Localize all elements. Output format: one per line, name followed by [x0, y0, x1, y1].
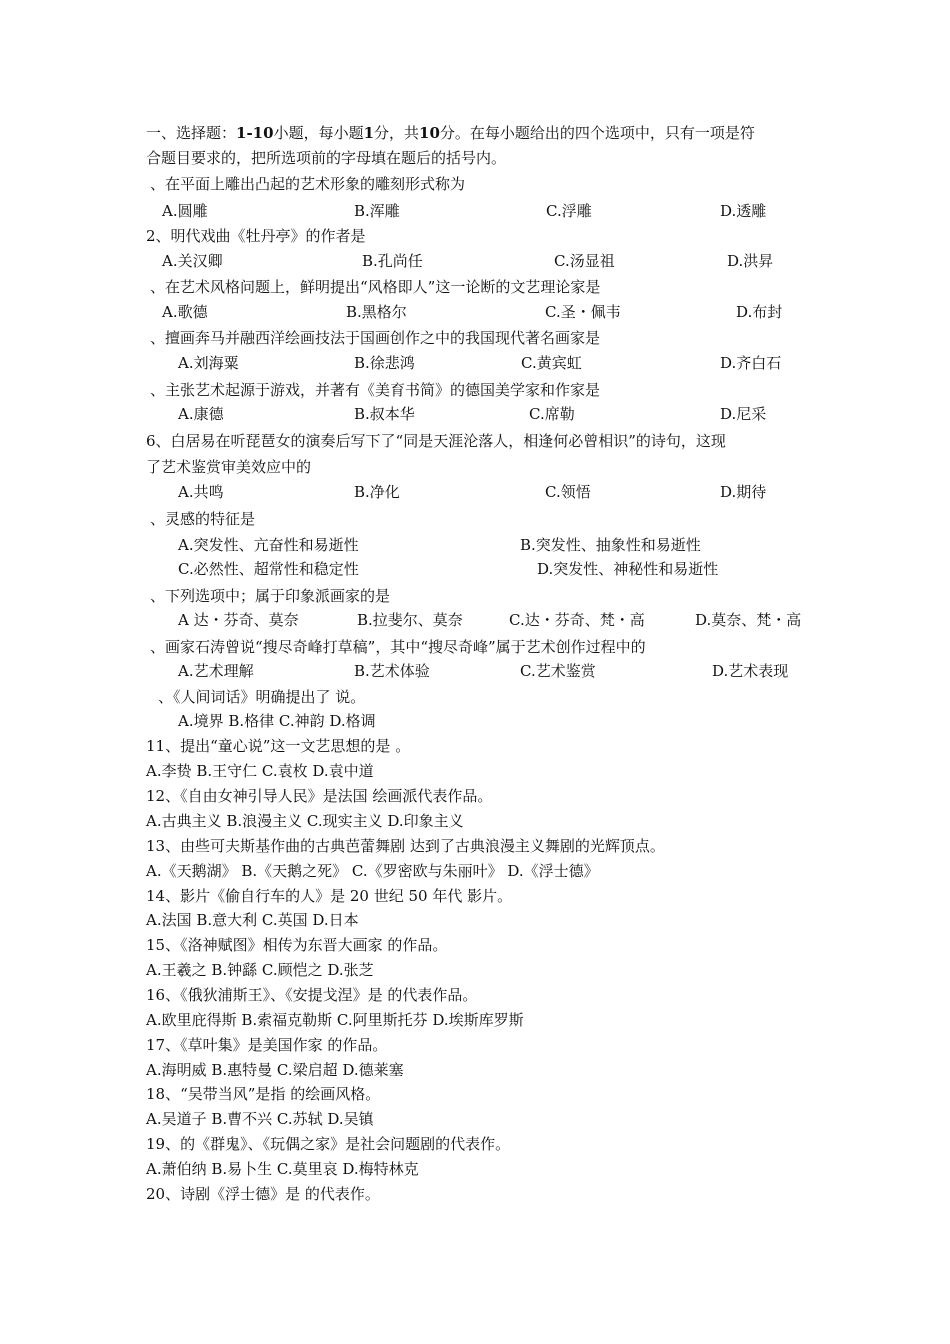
option-d: D.艺术表现 — [712, 662, 789, 680]
option-d: D.透雕 — [720, 202, 767, 220]
question-stem: 、灵感的特征是 — [150, 510, 256, 528]
option-d: D.齐白石 — [720, 354, 782, 372]
question-stem: 、画家石涛曾说“搜尽奇峰打草稿”，其中“搜尽奇峰”属于艺术创作过程中的 — [150, 638, 646, 656]
question-stem: 13、由些可夫斯基作曲的古典芭蕾舞剧 达到了古典浪漫主义舞剧的光辉顶点。 — [146, 837, 665, 855]
option-b: B.浑雕 — [354, 202, 400, 220]
question-stem: 、在艺术风格问题上，鲜明提出“风格即人”这一论断的文艺理论家是 — [150, 278, 601, 296]
question-stem: 17、《草叶集》是美国作家 的作品。 — [146, 1036, 388, 1054]
question-stem: 、《人间词话》明确提出了 说。 — [158, 688, 366, 706]
question-stem: 20、诗剧《浮士德》是 的代表作。 — [146, 1185, 380, 1203]
option-b: B.净化 — [354, 483, 400, 501]
options-line: A.古典主义 B.浪漫主义 C.现实主义 D.印象主义 — [146, 812, 464, 830]
intro-text: 分。在每小题给出的四个选项中，只有一项是符 — [439, 124, 755, 142]
question-stem-continued: 了艺术鉴赏审美效应中的 — [146, 458, 312, 476]
option-c: C.必然性、超常性和稳定性 — [178, 560, 359, 578]
option-b: B.叔本华 — [354, 405, 415, 423]
options-line: A.王羲之 B.钟繇 C.顾恺之 D.张芝 — [146, 961, 374, 979]
option-a: A.康德 — [178, 405, 224, 423]
options-line: A.李贽 B.王守仁 C.袁枚 D.袁中道 — [146, 762, 374, 780]
options-line: A.欧里庇得斯 B.索福克勒斯 C.阿里斯托芬 D.埃斯库罗斯 — [146, 1011, 524, 1029]
option-c: C.艺术鉴赏 — [520, 662, 596, 680]
section-intro-line-1 — [146, 123, 755, 143]
option-a: A.刘海粟 — [178, 354, 239, 372]
option-c: C.黄宾虹 — [521, 354, 582, 372]
option-b: B.孔尚任 — [362, 252, 423, 270]
intro-text: 分，共 — [374, 124, 420, 142]
question-stem: 18、“吴带当风”是指 的绘画风格。 — [146, 1085, 381, 1103]
intro-text: 一、选择题： — [146, 124, 237, 142]
option-b: B.艺术体验 — [354, 662, 430, 680]
intro-bold: 10 — [419, 124, 440, 142]
intro-bold: 1 — [363, 124, 375, 142]
option-a: A.关汉卿 — [162, 252, 223, 270]
option-d: D.莫奈、梵・高 — [695, 611, 802, 629]
question-stem: 、下列选项中；属于印象派画家的是 — [150, 587, 391, 605]
question-stem: 2、明代戏曲《牡丹亭》的作者是 — [146, 227, 366, 245]
option-c: C.汤显祖 — [554, 252, 615, 270]
option-d: D.突发性、神秘性和易逝性 — [537, 560, 719, 578]
option-a: A.突发性、亢奋性和易逝性 — [178, 536, 359, 554]
intro-text: 小题，每小题 — [273, 124, 364, 142]
question-stem: 6、白居易在听琵琶女的演奏后写下了“同是天涯沦落人，相逢何必曾相识”的诗句，这现 — [146, 432, 726, 450]
options-line: A.《天鹅湖》 B.《天鹅之死》 C.《罗密欧与朱丽叶》 D.《浮士德》 — [146, 862, 599, 880]
option-c: C.达・芬奇、梵・高 — [509, 611, 645, 629]
option-b: B.徐悲鸿 — [354, 354, 415, 372]
option-c: C.领悟 — [545, 483, 591, 501]
question-stem: 14、影片《偷自行车的人》是 20 世纪 50 年代 影片。 — [146, 887, 513, 905]
option-c: C.浮雕 — [546, 202, 592, 220]
question-stem: 、擅画奔马并融西洋绘画技法于国画创作之中的我国现代著名画家是 — [150, 329, 601, 347]
question-stem: 、在平面上雕出凸起的艺术形象的雕刻形式称为 — [150, 175, 466, 193]
option-d: D.期待 — [720, 483, 767, 501]
option-b: B.突发性、抽象性和易逝性 — [520, 536, 701, 554]
question-stem: 11、提出“童心说”这一文艺思想的是 。 — [146, 737, 411, 755]
options-line: A.海明威 B.惠特曼 C.梁启超 D.德莱塞 — [146, 1061, 404, 1079]
options-line: A.吴道子 B.曹不兴 C.苏轼 D.吴镇 — [146, 1110, 374, 1128]
option-a: A.圆雕 — [162, 202, 208, 220]
question-stem: 12、《自由女神引导人民》是法国 绘画派代表作品。 — [146, 787, 493, 805]
question-stem: 19、的《群鬼》、《玩偶之家》是社会问题剧的代表作。 — [146, 1135, 511, 1153]
option-d: D.尼采 — [720, 405, 767, 423]
options-line: A.萧伯纳 B.易卜生 C.莫里哀 D.梅特林克 — [146, 1160, 419, 1178]
question-stem: 16、《俄狄浦斯王》、《安提戈涅》是 的代表作品。 — [146, 986, 478, 1004]
question-stem: 、主张艺术起源于游戏，并著有《美育书简》的德国美学家和作家是 — [150, 381, 601, 399]
option-a: A.共鸣 — [178, 483, 224, 501]
option-a: A 达・芬奇、莫奈 — [178, 611, 299, 629]
question-stem: 15、《洛神赋图》相传为东晋大画家 的作品。 — [146, 936, 448, 954]
option-c: C.席勒 — [529, 405, 575, 423]
option-d: D.布封 — [736, 303, 783, 321]
option-b: B.黑格尔 — [346, 303, 407, 321]
option-c: C.圣・佩韦 — [545, 303, 621, 321]
section-intro-line-2: 合题目要求的，把所选项前的字母填在题后的括号内。 — [146, 149, 507, 167]
options-line: A.境界 B.格律 C.神韵 D.格调 — [178, 712, 376, 730]
option-a: A.歌德 — [162, 303, 208, 321]
intro-bold: 1-10 — [236, 124, 274, 142]
option-b: B.拉斐尔、莫奈 — [357, 611, 463, 629]
option-d: D.洪昇 — [727, 252, 774, 270]
option-a: A.艺术理解 — [178, 662, 254, 680]
options-line: A.法国 B.意大利 C.英国 D.日本 — [146, 911, 359, 929]
